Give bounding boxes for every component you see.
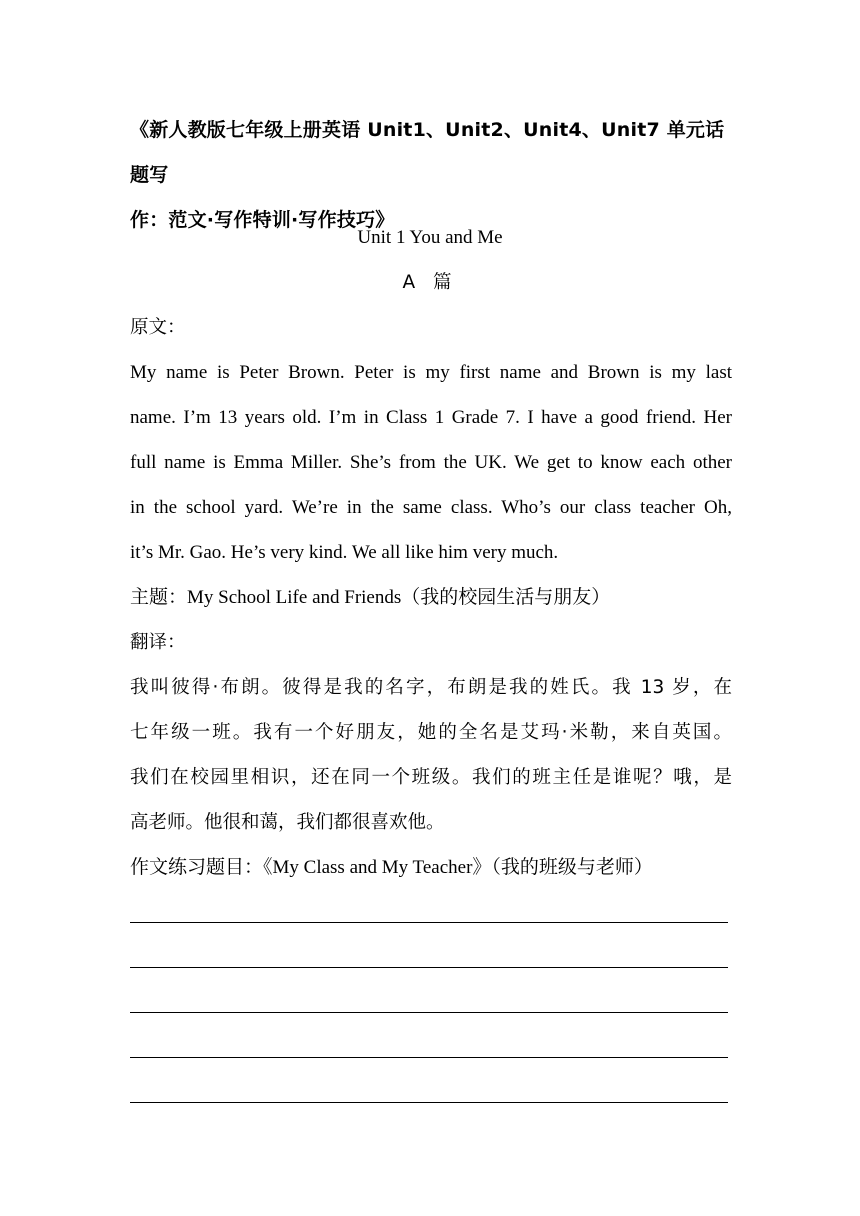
writing-blank-line[interactable] [130, 922, 728, 923]
original-text-line: My name is Peter Brown. Peter is my first name and Brown is my last [130, 362, 732, 383]
exercise-title: 作文练习题目：《My Class and My Teacher》（我的班级与老师） [130, 857, 653, 878]
translation-text-line: 七年级一班。我有一个好朋友，她的全名是艾玛·米勒，来自英国。 [130, 722, 732, 743]
writing-blank-line[interactable] [130, 1102, 728, 1103]
original-text-line: name. I’m 13 years old. I’m in Class 1 Grade 7. I have a good friend. Her [130, 407, 732, 428]
original-label: 原文： [130, 317, 186, 338]
translation-label: 翻译： [130, 632, 186, 653]
title-line-2: 作：范文·写作特训·写作技巧》 [130, 209, 395, 231]
unit-heading: Unit 1 You and Me [357, 227, 503, 248]
original-text-line: it’s Mr. Gao. He’s very kind. We all like him very much. [130, 542, 559, 563]
translation-text-line: 我们在校园里相识，还在同一个班级。我们的班主任是谁呢？哦，是 [130, 767, 732, 788]
translation-text-line: 高老师。他很和蔼，我们都很喜欢他。 [130, 812, 445, 833]
original-text-line: in the school yard. We’re in the same class. Who’s our class teacher Oh, [130, 497, 732, 518]
original-text-line: full name is Emma Miller. She’s from the UK. We get to know each other [130, 452, 732, 473]
writing-blank-line[interactable] [130, 1057, 728, 1058]
title-line-1: 《新人教版七年级上册英语 Unit1、Unit2、Unit4、Unit7 单元话题写 [130, 119, 725, 186]
section-label: A 篇 [402, 272, 458, 293]
theme-line: 主题：My School Life and Friends（我的校园生活与朋友） [130, 587, 611, 608]
translation-text-line: 我叫彼得·布朗。彼得是我的名字，布朗是我的姓氏。我 13 岁，在 [130, 677, 732, 698]
writing-blank-line[interactable] [130, 967, 728, 968]
writing-blank-line[interactable] [130, 1012, 728, 1013]
